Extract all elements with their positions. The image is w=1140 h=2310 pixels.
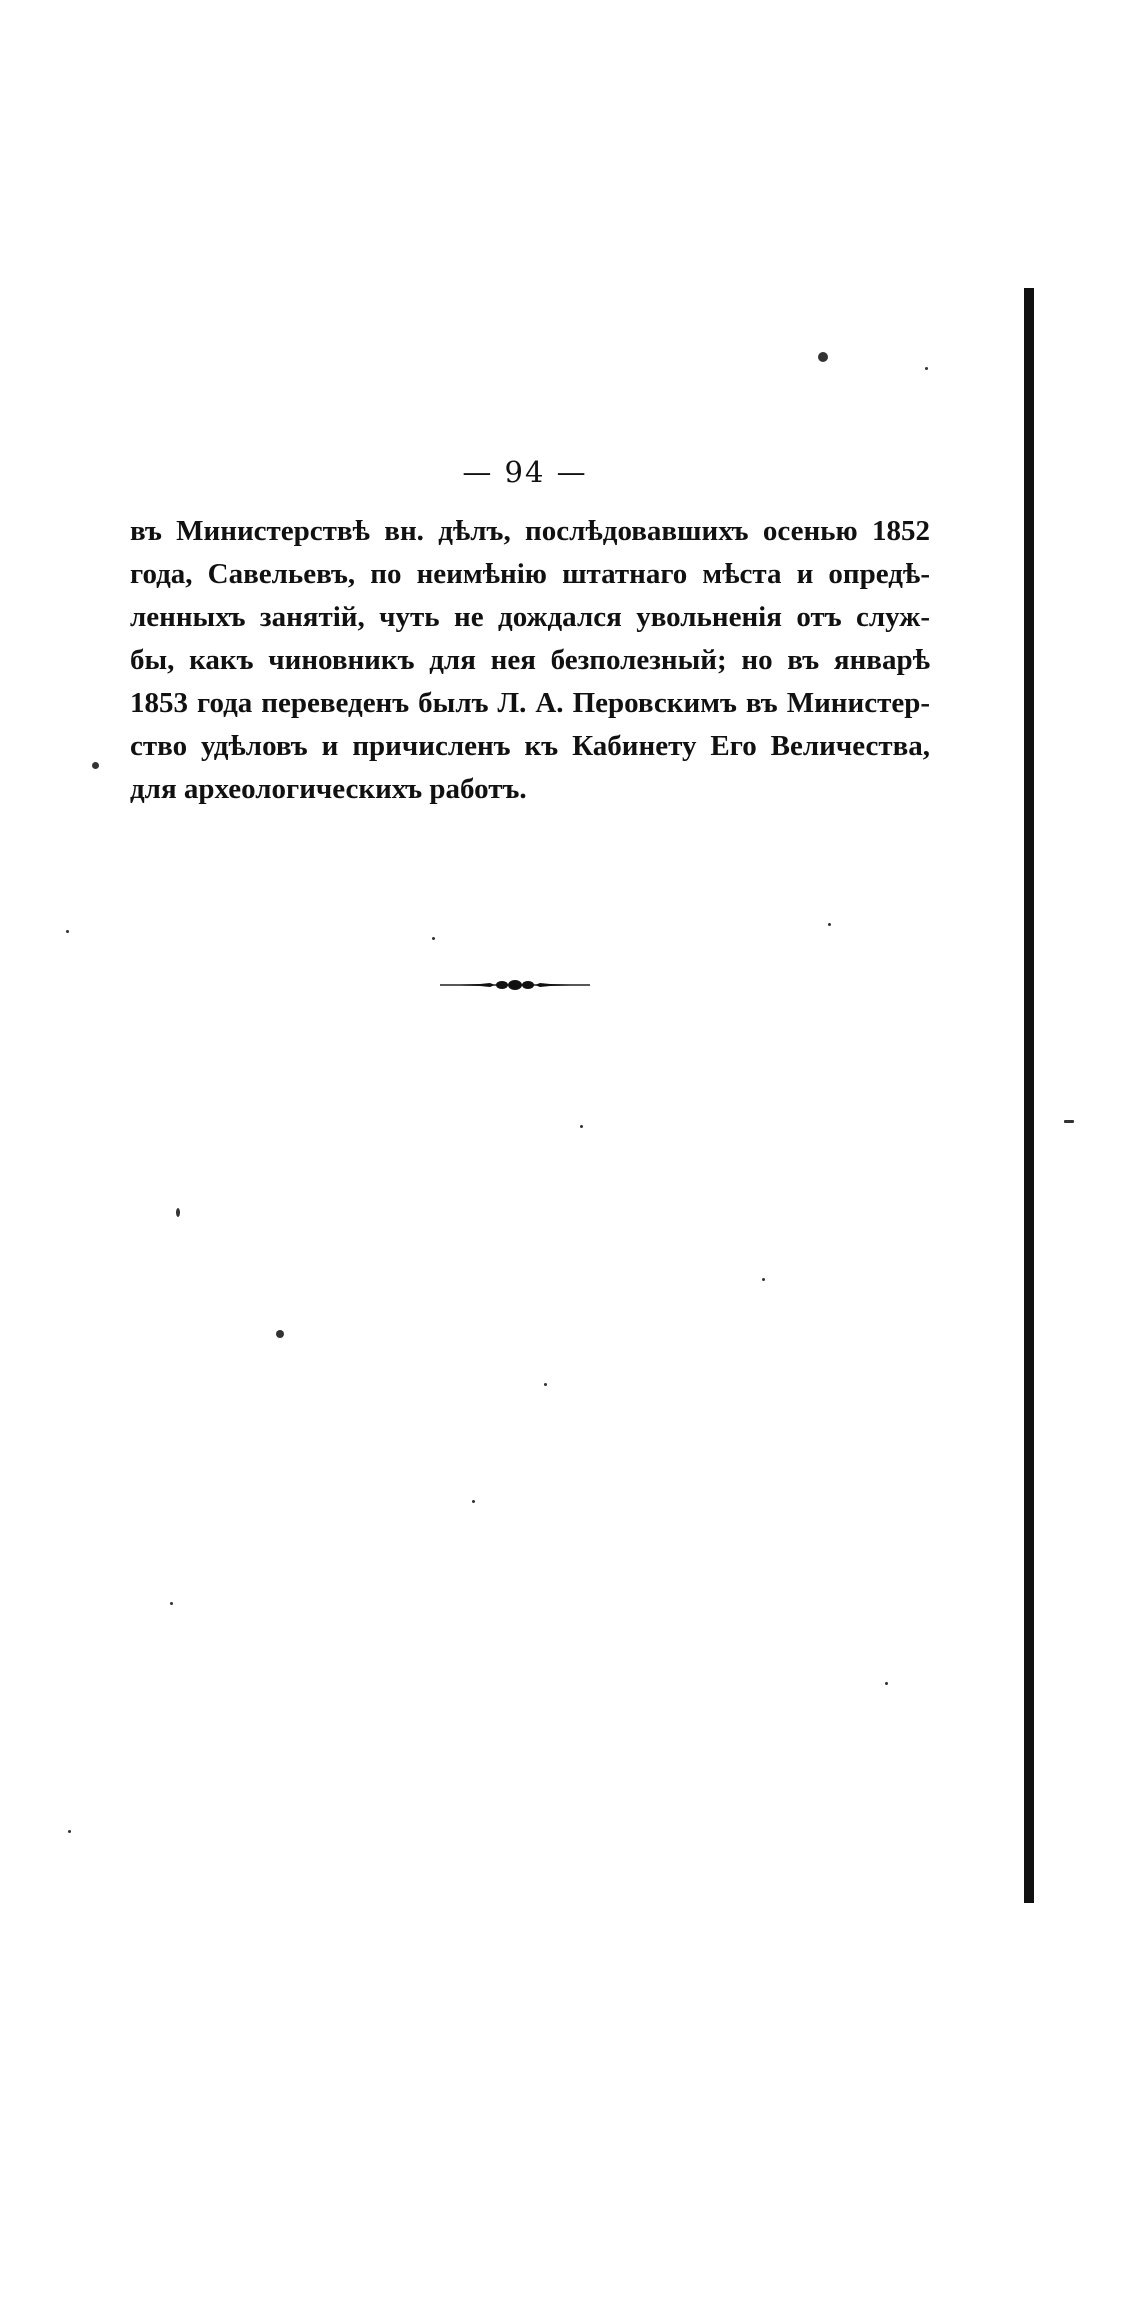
- text-line-4: бы, какъ чиновникъ для нея безполезный; но въ январѣ: [130, 644, 930, 676]
- scan-speck: [66, 930, 69, 933]
- scan-speck: [885, 1682, 888, 1685]
- text-line-6: ство удѣловъ и причисленъ къ Кабинету Его Величества,: [130, 730, 930, 762]
- scan-speck: [544, 1383, 547, 1386]
- scan-speck: [170, 1602, 173, 1605]
- scan-speck: [432, 937, 435, 940]
- margin-rule: [1024, 288, 1034, 1903]
- scan-speck: [472, 1500, 475, 1503]
- scan-speck: [176, 1208, 180, 1217]
- scan-speck: [1064, 1120, 1074, 1123]
- text-line-7: для археологическихъ работъ.: [130, 773, 527, 805]
- page-number: — 94 —: [462, 455, 588, 489]
- scan-speck: [828, 923, 831, 926]
- scan-speck: [925, 367, 928, 370]
- section-divider-ornament: [440, 978, 590, 992]
- text-line-5: 1853 года переведенъ былъ Л. А. Перовскимъ въ Министер-: [130, 687, 930, 719]
- scan-speck: [580, 1125, 583, 1128]
- scan-speck: [68, 1830, 71, 1833]
- scan-speck: [276, 1330, 284, 1338]
- scan-speck: [762, 1278, 765, 1281]
- scan-speck: [818, 352, 828, 362]
- text-line-2: года, Савельевъ, по неимѣнію штатнаго мѣста и опредѣ-: [130, 558, 930, 590]
- text-line-3: ленныхъ занятій, чуть не дождался увольненія отъ служ-: [130, 601, 930, 633]
- scan-speck: [92, 762, 99, 769]
- body-text: [130, 510, 930, 811]
- text-line-1: въ Министерствѣ вн. дѣлъ, послѣдовавшихъ осенью 1852: [130, 515, 930, 547]
